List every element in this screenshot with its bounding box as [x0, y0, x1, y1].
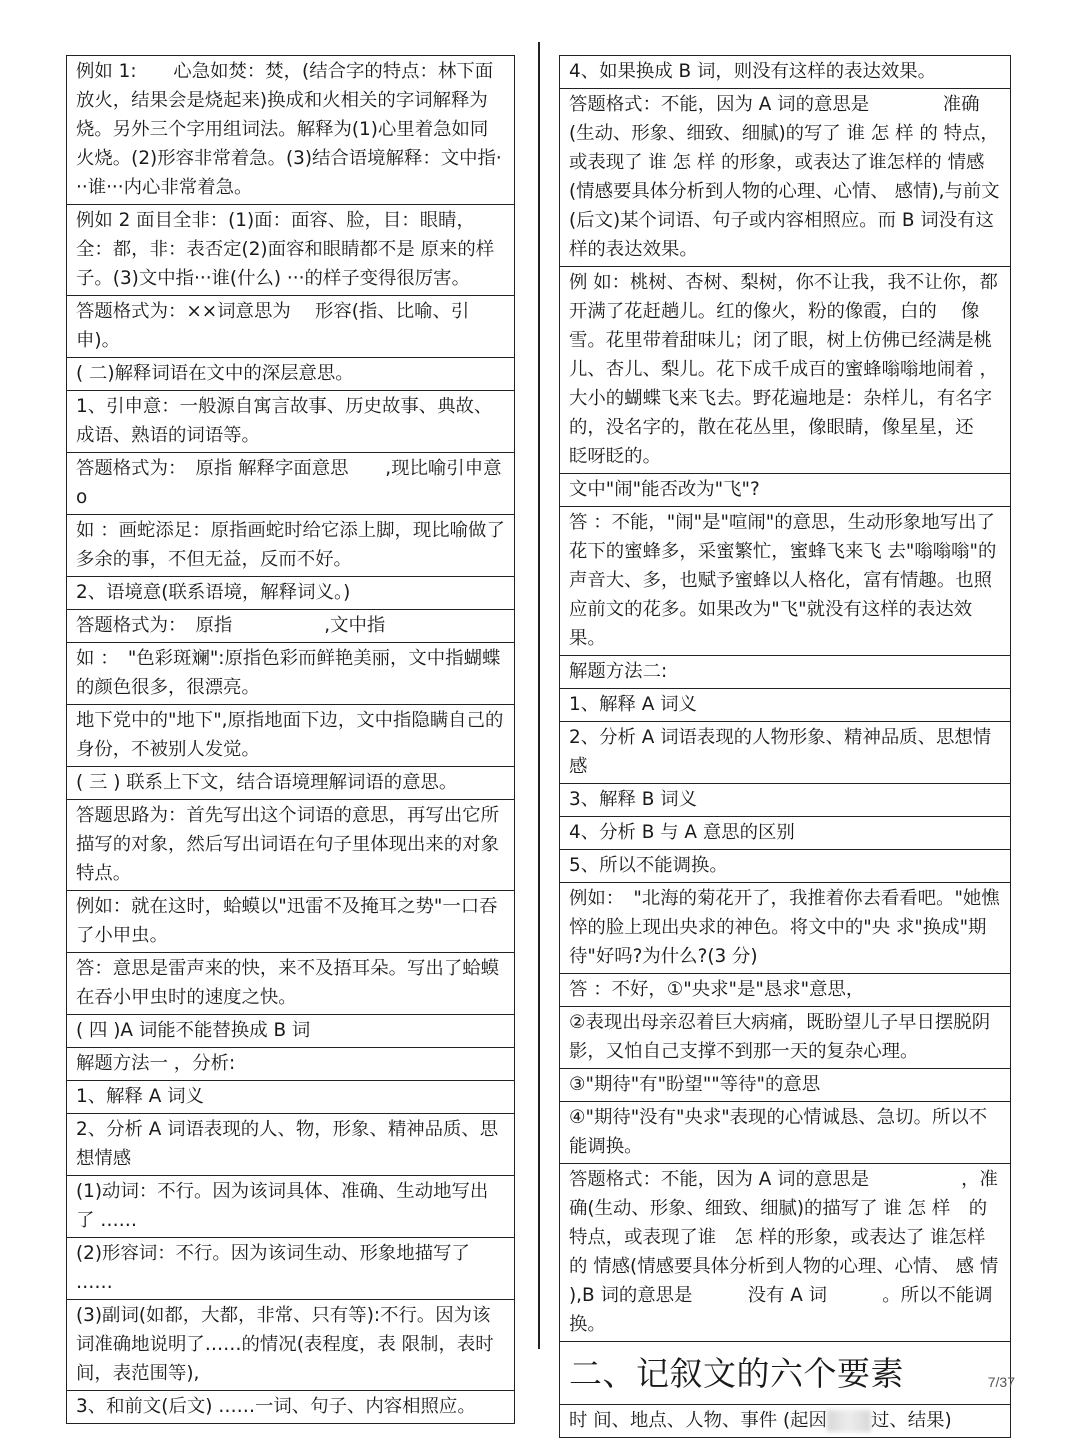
table-cell: 3、和前文(后文) ……一词、句子、内容相照应。 [67, 1391, 514, 1424]
table-cell: ( 四 )A 词能不能替换成 B 词 [67, 1015, 514, 1048]
table-cell: (3)副词(如都，大都，非常、只有等):不行。因为该词准确地说明了……的情况(表程度，表 限制，表时间，表范围等), [67, 1300, 514, 1391]
table-cell: (1)动词：不行。因为该词具体、准确、生动地写出了 …… [67, 1176, 514, 1238]
last-line-end: 过、结果) [870, 1410, 952, 1431]
table-cell: ②表现出母亲忍着巨大病痛，既盼望儿子早日摆脱阴影，又怕自己支撑不到那一天的复杂心理。 [560, 1007, 1010, 1069]
table-cell: 1、引申意：一般源自寓言故事、历史故事、典故、成语、熟语的词语等。 [67, 391, 514, 453]
column-divider [538, 42, 540, 1349]
table-cell: 1、解释 A 词义 [560, 689, 1010, 722]
left-column-table [66, 55, 520, 1424]
table-cell: ( 二)解释词语在文中的深层意思。 [67, 358, 514, 391]
table-cell: 5、所以不能调换。 [560, 850, 1010, 883]
table-cell: 如 ： "色彩斑斓":原指色彩而鲜艳美丽，文中指蝴蝶的颜色很多，很漂亮。 [67, 643, 514, 705]
table-cell: 答 ：不能，"闹"是"喧闹"的意思，生动形象地写出了花下的蜜蜂多，采蜜繁忙，蜜蜂飞来飞 去"嗡嗡嗡"的声音大、多，也赋予蜜蜂以人格化，富有情趣。也照应前文的花多。如果改为"飞"就没有这样的表达效果。 [560, 507, 1010, 656]
table-cell: 答题格式为：××词意思为 形容(指、比喻、引申)。 [67, 296, 514, 358]
page-number: 7/37 [987, 1374, 1015, 1390]
table-cell: 文中"闹"能否改为"飞"? [560, 474, 1010, 507]
table-cell: 例 如：桃树、杏树、梨树，你不让我，我不让你，都开满了花赶趟儿。红的像火，粉的像霞，白的 像雪。花里带着甜味儿；闭了眼，树上仿佛已经满是桃儿、杏儿、梨儿。花下成千成百的蜜蜂嗡嗡地闹着 ， 大小的蝴蝶飞来飞去。野花遍地是：杂样儿，有名字的，没名字的，散在花丛里，像眼睛，像星星，还 眨呀眨的。 [560, 267, 1010, 474]
table-cell: 答题思路为：首先写出这个词语的意思，再写出它所描写的对象，然后写出词语在句子里体现出来的对象特点。 [67, 800, 514, 891]
table-cell: 答题格式：不能，因为 A 词的意思是 ，准确(生动、形象、细致、细腻)的描写了 谁 怎 样 的特点，或表现了谁 怎 样的形象，或表达了 谁怎样的 情感(情感要具体分析到人物的心理、心情、 感 情 ),B 词的意思是 没有 A 词 。所以不能调换。 [560, 1164, 1010, 1342]
table-cell: 地下党中的"地下",原指地面下边，文中指隐瞒自己的身份，不被别人发觉。 [67, 705, 514, 767]
table-cell: 2、分析 A 词语表现的人、物，形象、精神品质、思想情感 [67, 1114, 514, 1176]
table-cell: 例如 2 面目全非：(1)面：面容、脸，目：眼睛，全：都，非：表否定(2)面容和眼睛都不是 原来的样子。(3)文中指···谁(什么) ···的样子变得很厉害。 [67, 205, 514, 296]
table-cell: 答题格式为： 原指 ,文中指 [67, 610, 514, 643]
table-cell: 2、分析 A 词语表现的人物形象、精神品质、思想情感 [560, 722, 1010, 784]
table-cell: ④"期待"没有"央求"表现的心情诚恳、急切。所以不能调换。 [560, 1102, 1010, 1164]
table-cell-last [560, 1405, 1010, 1438]
table-cell: 答：意思是雷声来的快，来不及捂耳朵。写出了蛤蟆在吞小甲虫时的速度之快。 [67, 953, 514, 1015]
table-cell: 4、分析 B 与 A 意思的区别 [560, 817, 1010, 850]
table-cell: 4、如果换成 B 词，则没有这样的表达效果。 [560, 56, 1010, 89]
table-cell: 答题格式为： 原指 解释字面意思 ,现比喻引申意 o [67, 453, 514, 515]
table-cell: 1、解释 A 词义 [67, 1081, 514, 1114]
last-line-start: 时 间、地点、人物、事件 (起因 [569, 1410, 827, 1431]
table-cell: ③"期待"有"盼望""等待"的意思 [560, 1069, 1010, 1102]
table-cell: 例如：就在这时，蛤蟆以"迅雷不及掩耳之势"一口吞了小甲虫。 [67, 891, 514, 953]
redacted-blur [827, 1410, 871, 1432]
table-cell: 解题方法二: [560, 656, 1010, 689]
table-cell: 答题格式：不能，因为 A 词的意思是 准确(生动、形象、细致、细腻)的写了 谁 怎 样 的 特点，或表现了 谁 怎 样 的形象，或表达了谁怎样的 情感(情感要具体分析到人物的心理、心情、 感情),与前文(后文)某个词语、句子或内容相照应。而 B 词没有这样的表达效果。 [560, 89, 1010, 267]
table-cell: 例如： "北海的菊花开了，我推着你去看看吧。"她憔悴的脸上现出央求的神色。将文中的"央 求"换成"期待"好吗?为什么?(3 分) [560, 883, 1010, 974]
table-cell: 答 ：不好，①"央求"是"恳求"意思， [560, 974, 1010, 1007]
table-cell: 如 ：画蛇添足：原指画蛇时给它添上脚，现比喻做了多余的事，不但无益，反而不好。 [67, 515, 514, 577]
table-cell: 2、语境意(联系语境，解释词义。) [67, 577, 514, 610]
table-cell: 例如 1: 心急如焚：焚，(结合字的特点：林下面放火，结果会是烧起来)换成和火相关的字词解释为烧。另外三个字用组词法。解释为(1)心里着急如同火烧。(2)形容非常着急。(3)结合语境解释：文中指···谁···内心非常着急。 [67, 56, 514, 205]
table-cell: 解题方法一 ，分析: [67, 1048, 514, 1081]
right-column-table [559, 55, 1011, 1438]
table-cell: (2)形容词：不行。因为该词生动、形象地描写了 …… [67, 1238, 514, 1300]
table-cell: 3、解释 B 词义 [560, 784, 1010, 817]
table-cell: ( 三 ) 联系上下文，结合语境理解词语的意思。 [67, 767, 514, 800]
section-heading: 二、记叙文的六个要素 [560, 1342, 1010, 1405]
